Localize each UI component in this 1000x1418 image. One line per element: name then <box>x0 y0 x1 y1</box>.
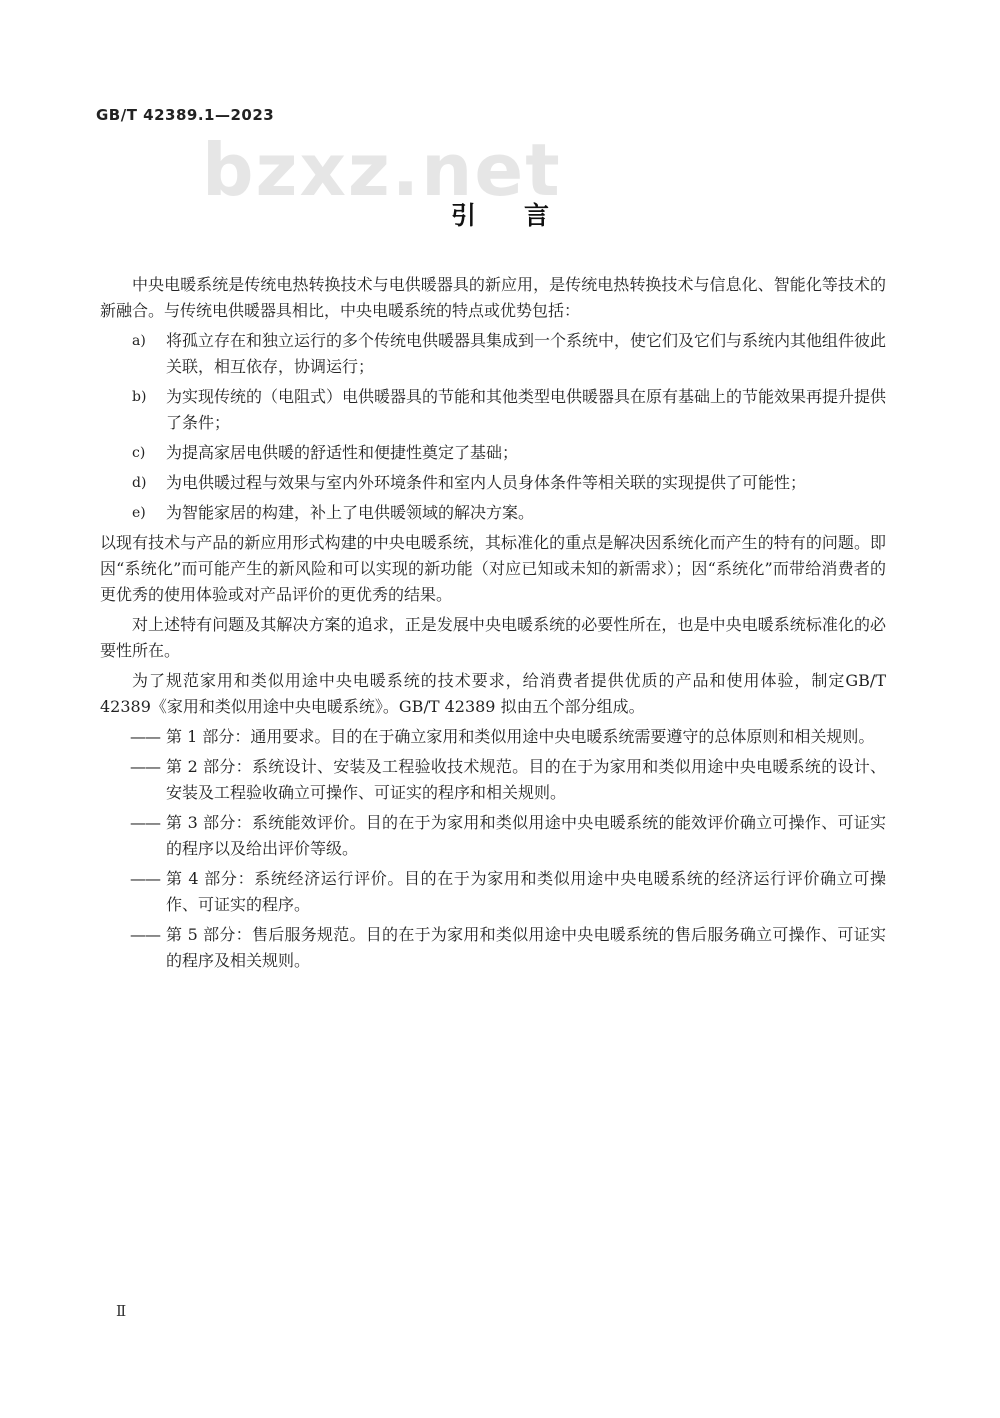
list-item-text: 为电供暖过程与效果与室内外环境条件和室内人员身体条件等相关联的实现提供了可能性； <box>166 473 807 492</box>
necessity-paragraph: 对上述特有问题及其解决方案的追求，正是发展中央电暖系统的必要性所在，也是中央电暖系统标准化的必要性所在。 <box>100 615 886 660</box>
list-item <box>100 384 886 436</box>
dash-marker: —— <box>130 925 160 944</box>
list-item-text: 为智能家居的构建，补上了电供暖领域的解决方案。 <box>166 503 535 522</box>
dash-marker: —— <box>130 757 160 776</box>
part-item-text: 第 4 部分：系统经济运行评价。目的在于为家用和类似用途中央电暖系统的经济运行评价确立可操作、可证实的程序。 <box>166 869 886 914</box>
part-item <box>100 724 886 750</box>
list-marker: e) <box>132 505 146 521</box>
page-number: Ⅱ <box>116 1302 127 1320</box>
dash-marker: —— <box>130 869 160 888</box>
list-item <box>100 500 886 526</box>
list-item-text: 为实现传统的（电阻式）电供暖器具的节能和其他类型电供暖器具在原有基础上的节能效果再提升提供了条件； <box>166 387 887 432</box>
list-item <box>100 440 886 466</box>
list-item <box>100 470 886 496</box>
part-item-text: 第 5 部分：售后服务规范。目的在于为家用和类似用途中央电暖系统的售后服务确立可操作、可证实的程序及相关规则。 <box>166 925 886 970</box>
standard-code: GB/T 42389.1—2023 <box>96 106 275 124</box>
intro-paragraph: 中央电暖系统是传统电热转换技术与电供暖器具的新应用，是传统电热转换技术与信息化、智能化等技术的新融合。与传统电供暖器具相比，中央电暖系统的特点或优势包括： <box>100 275 886 320</box>
list-marker: a) <box>132 333 146 349</box>
watermark-logo: bzxz.net <box>202 128 562 212</box>
structure-paragraph: 为了规范家用和类似用途中央电暖系统的技术要求，给消费者提供优质的产品和使用体验，制定GB/T 42389《家用和类似用途中央电暖系统》。GB/T 42389 拟由五个部分组成。 <box>100 671 886 716</box>
part-item <box>100 754 886 806</box>
part-item <box>100 866 886 918</box>
part-item-text: 第 1 部分：通用要求。目的在于确立家用和类似用途中央电暖系统需要遵守的总体原则和相关规则。 <box>166 727 875 746</box>
dash-marker: —— <box>130 727 160 746</box>
list-marker: d) <box>132 475 147 491</box>
list-item <box>100 328 886 380</box>
part-item <box>100 922 886 974</box>
list-item-text: 为提高家居电供暖的舒适性和便捷性奠定了基础； <box>166 443 519 462</box>
list-marker: b) <box>132 389 147 405</box>
part-item-text: 第 3 部分：系统能效评价。目的在于为家用和类似用途中央电暖系统的能效评价确立可操作、可证实的程序以及给出评价等级。 <box>166 813 886 858</box>
dash-marker: —— <box>130 813 160 832</box>
part-item <box>100 810 886 862</box>
standardization-paragraph: 以现有技术与产品的新应用形式构建的中央电暖系统，其标准化的重点是解决因系统化而产生的特有的问题。即因“系统化”而可能产生的新风险和可以实现的新功能（对应已知或未知的新需求）；因“系统化”而带给消费者的更优秀的使用体验或对产品评价的更优秀的结果。 <box>100 533 886 604</box>
document-body <box>100 272 886 978</box>
part-item-text: 第 2 部分：系统设计、安装及工程验收技术规范。目的在于为家用和类似用途中央电暖系统的设计、安装及工程验收确立可操作、可证实的程序和相关规则。 <box>166 757 886 802</box>
page-title: 引言 <box>450 201 597 230</box>
list-item-text: 将孤立存在和独立运行的多个传统电供暖器具集成到一个系统中，使它们及它们与系统内其他组件彼此关联，相互依存，协调运行； <box>166 331 887 376</box>
list-marker: c) <box>132 445 146 461</box>
